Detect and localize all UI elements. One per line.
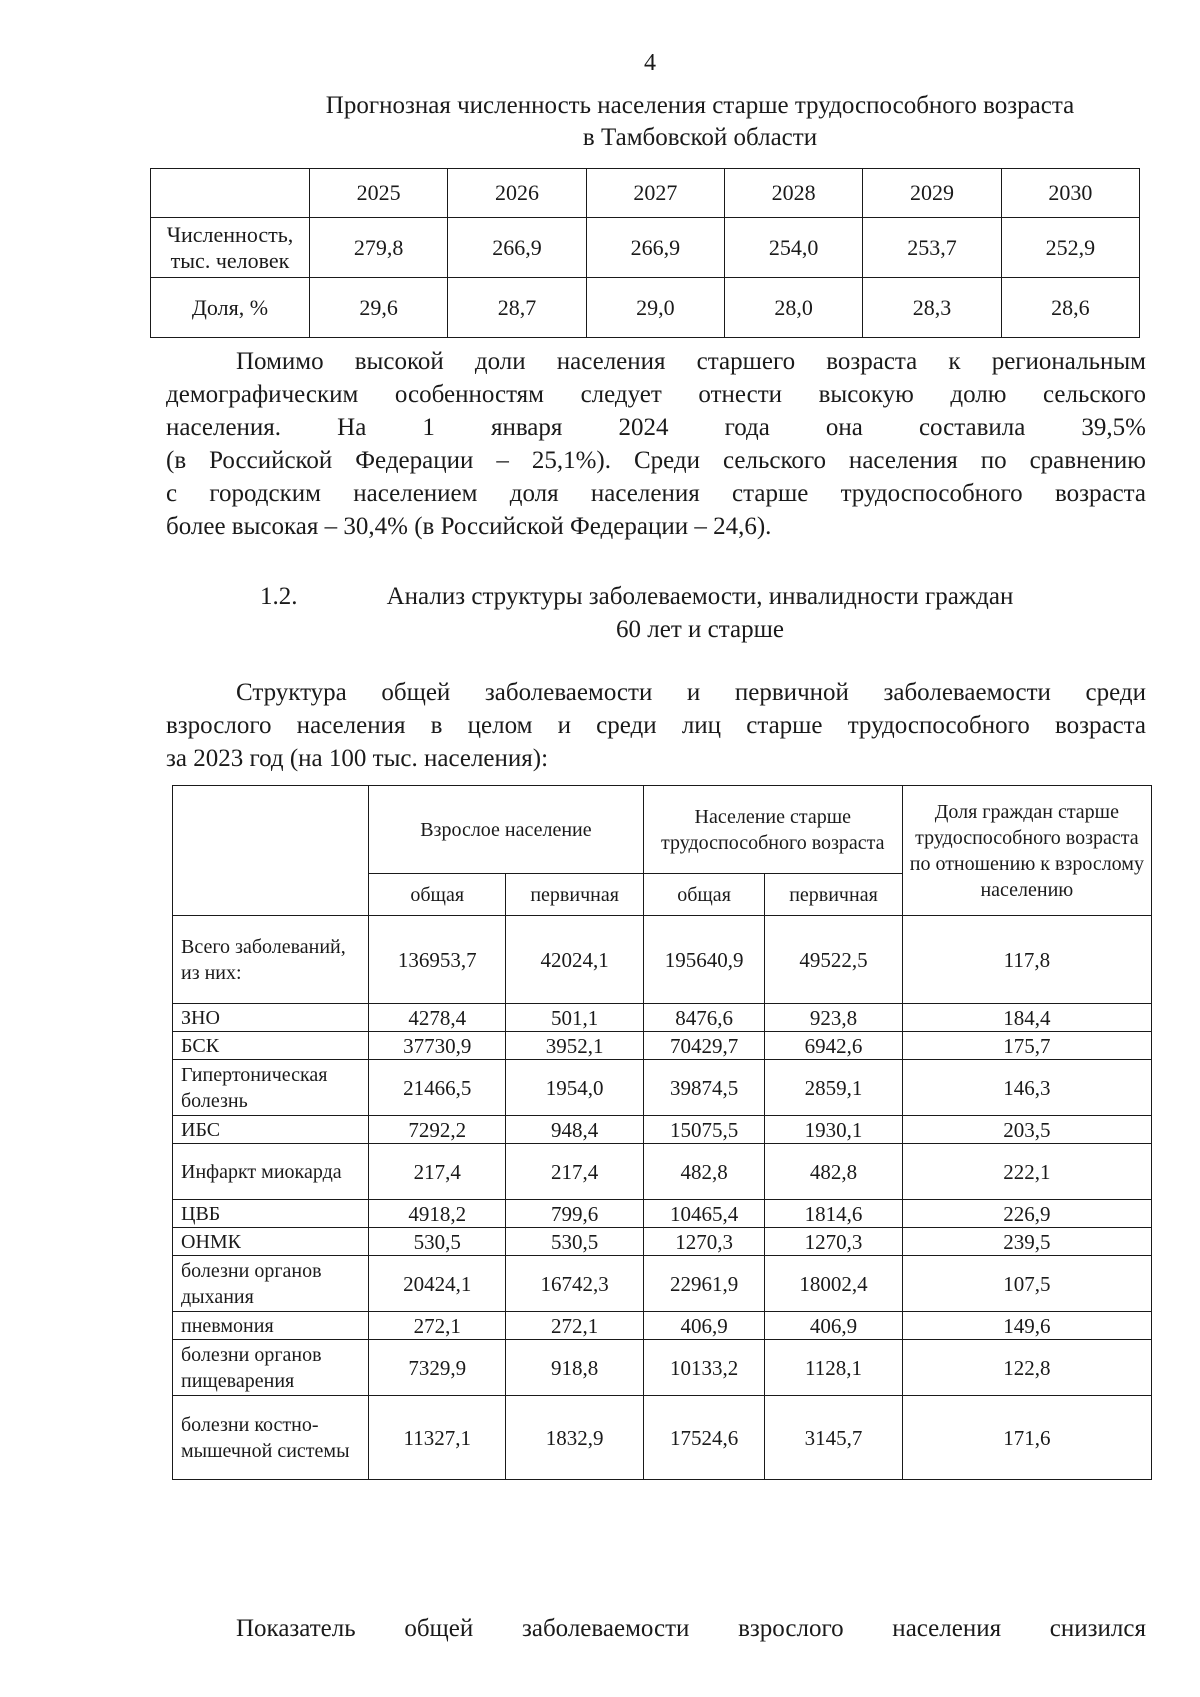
value-cell: 28,7 [448,278,586,338]
empty-corner-cell [151,169,310,218]
morbidity-table [172,785,1152,1480]
value-cell: 1270,3 [765,1228,902,1256]
paragraph-line: Структура общей заболеваемости и первичной заболеваемости среди [236,679,1146,706]
table-row [173,1200,1152,1228]
table1-title-line1: Прогнозная численность населения старше трудоспособного возраста [325,92,1075,119]
value-cell: 29,0 [586,278,724,338]
value-cell: 272,1 [369,1312,506,1340]
value-cell: 1128,1 [765,1340,902,1396]
paragraph-line: демографическим особенностям следует отнести высокую долю сельского [166,381,1146,408]
header-general: общая [369,874,506,916]
value-cell: 948,4 [506,1116,643,1144]
value-cell: 16742,3 [506,1256,643,1312]
table-row [173,1312,1152,1340]
table1-title-line2: в Тамбовской области [582,124,818,151]
value-cell: 146,3 [902,1060,1151,1116]
table-row [173,1004,1152,1032]
header-primary: первичная [765,874,902,916]
row-label: Гипертоническая болезнь [173,1060,369,1116]
value-cell: 10133,2 [643,1340,764,1396]
value-cell: 253,7 [863,218,1001,278]
value-cell: 136953,7 [369,916,506,1004]
table-row [173,1144,1152,1200]
value-cell: 1954,0 [506,1060,643,1116]
value-cell: 42024,1 [506,916,643,1004]
forecast-table [150,168,1140,338]
value-cell: 501,1 [506,1004,643,1032]
paragraph-structure-intro [166,676,1146,775]
value-cell: 1930,1 [765,1116,902,1144]
value-cell: 28,6 [1001,278,1139,338]
value-cell: 28,3 [863,278,1001,338]
value-cell: 39874,5 [643,1060,764,1116]
section-title-line1: Анализ структуры заболеваемости, инвалидности граждан [386,583,1014,610]
paragraph-line: (в Российской Федерации – 25,1%). Среди сельского населения по сравнению [166,447,1146,474]
value-cell: 20424,1 [369,1256,506,1312]
value-cell: 11327,1 [369,1396,506,1480]
value-cell: 217,4 [369,1144,506,1200]
value-cell: 530,5 [369,1228,506,1256]
paragraph-line: населения. На 1 января 2024 года она составила 39,5% [166,414,1146,441]
value-cell: 22961,9 [643,1256,764,1312]
value-cell: 272,1 [506,1312,643,1340]
row-label: ЗНО [173,1004,369,1032]
year-cell: 2030 [1001,169,1139,218]
value-cell: 175,7 [902,1032,1151,1060]
value-cell: 266,9 [586,218,724,278]
table1-title [200,90,1200,154]
row-label: Всего заболеваний, из них: [173,916,369,1004]
value-cell: 29,6 [310,278,448,338]
paragraph-line: взрослого населения в целом и среди лиц старше трудоспособного возраста [166,712,1146,739]
value-cell: 7329,9 [369,1340,506,1396]
value-cell: 117,8 [902,916,1151,1004]
year-cell: 2027 [586,169,724,218]
year-cell: 2026 [448,169,586,218]
table-row [173,1396,1152,1480]
section-title-line2: 60 лет и старше [616,616,784,643]
header-share: Доля граждан старше трудоспособного возраста по отношению к взрослому населению [902,786,1151,916]
value-cell: 406,9 [643,1312,764,1340]
table-header-row [151,169,1140,218]
header-primary: первичная [506,874,643,916]
table-row [173,1116,1152,1144]
table-row [173,1228,1152,1256]
value-cell: 107,5 [902,1256,1151,1312]
value-cell: 279,8 [310,218,448,278]
value-cell: 17524,6 [643,1396,764,1480]
table-row [173,1340,1152,1396]
value-cell: 7292,2 [369,1116,506,1144]
value-cell: 195640,9 [643,916,764,1004]
paragraph-rural-population [166,345,1146,543]
row-label: пневмония [173,1312,369,1340]
row-label: болезни органов пищеварения [173,1340,369,1396]
value-cell: 8476,6 [643,1004,764,1032]
value-cell: 4278,4 [369,1004,506,1032]
value-cell: 70429,7 [643,1032,764,1060]
paragraph-line: за 2023 год (на 100 тыс. населения): [166,745,549,772]
header-senior: Население старше трудоспособного возраста [643,786,902,874]
page-number: 4 [644,50,656,76]
year-cell: 2025 [310,169,448,218]
table-row [173,916,1152,1004]
row-label: ЦВБ [173,1200,369,1228]
paragraph-line: Показатель общей заболеваемости взрослого населения снизился [236,1615,1146,1642]
row-label: Доля, % [151,278,310,338]
value-cell: 171,6 [902,1396,1151,1480]
year-cell: 2028 [724,169,862,218]
value-cell: 10465,4 [643,1200,764,1228]
value-cell: 226,9 [902,1200,1151,1228]
table-row [173,1060,1152,1116]
paragraph-line: с городским населением доля населения старше трудоспособного возраста [166,480,1146,507]
row-label: БСК [173,1032,369,1060]
value-cell: 21466,5 [369,1060,506,1116]
value-cell: 530,5 [506,1228,643,1256]
value-cell: 6942,6 [765,1032,902,1060]
value-cell: 1832,9 [506,1396,643,1480]
table-row [151,218,1140,278]
row-label: ИБС [173,1116,369,1144]
value-cell: 252,9 [1001,218,1139,278]
value-cell: 4918,2 [369,1200,506,1228]
paragraph-closing [166,1612,1146,1645]
value-cell: 923,8 [765,1004,902,1032]
value-cell: 149,6 [902,1312,1151,1340]
value-cell: 28,0 [724,278,862,338]
morbidity-table-body [173,916,1152,1480]
section-number: 1.2. [260,583,298,610]
value-cell: 482,8 [765,1144,902,1200]
table-row [151,278,1140,338]
value-cell: 3952,1 [506,1032,643,1060]
value-cell: 203,5 [902,1116,1151,1144]
year-cell: 2029 [863,169,1001,218]
table-header-row [173,786,1152,874]
section-title [340,580,1060,646]
paragraph-line: Помимо высокой доли населения старшего возраста к региональным [236,348,1146,375]
value-cell: 217,4 [506,1144,643,1200]
header-general: общая [643,874,764,916]
value-cell: 122,8 [902,1340,1151,1396]
value-cell: 1270,3 [643,1228,764,1256]
value-cell: 49522,5 [765,916,902,1004]
table-row [173,1032,1152,1060]
row-label: ОНМК [173,1228,369,1256]
value-cell: 1814,6 [765,1200,902,1228]
row-label: болезни костно-мышечной системы [173,1396,369,1480]
value-cell: 184,4 [902,1004,1151,1032]
header-adult: Взрослое население [369,786,644,874]
value-cell: 15075,5 [643,1116,764,1144]
value-cell: 799,6 [506,1200,643,1228]
value-cell: 482,8 [643,1144,764,1200]
table-row [173,1256,1152,1312]
value-cell: 918,8 [506,1340,643,1396]
row-label: болезни органов дыхания [173,1256,369,1312]
value-cell: 266,9 [448,218,586,278]
value-cell: 222,1 [902,1144,1151,1200]
value-cell: 239,5 [902,1228,1151,1256]
value-cell: 254,0 [724,218,862,278]
value-cell: 2859,1 [765,1060,902,1116]
row-label: Численность, тыс. человек [151,218,310,278]
row-label: Инфаркт миокарда [173,1144,369,1200]
empty-corner-cell [173,786,369,916]
paragraph-line: более высокая – 30,4% (в Российской Федерации – 24,6). [166,513,772,540]
value-cell: 37730,9 [369,1032,506,1060]
value-cell: 18002,4 [765,1256,902,1312]
value-cell: 406,9 [765,1312,902,1340]
value-cell: 3145,7 [765,1396,902,1480]
